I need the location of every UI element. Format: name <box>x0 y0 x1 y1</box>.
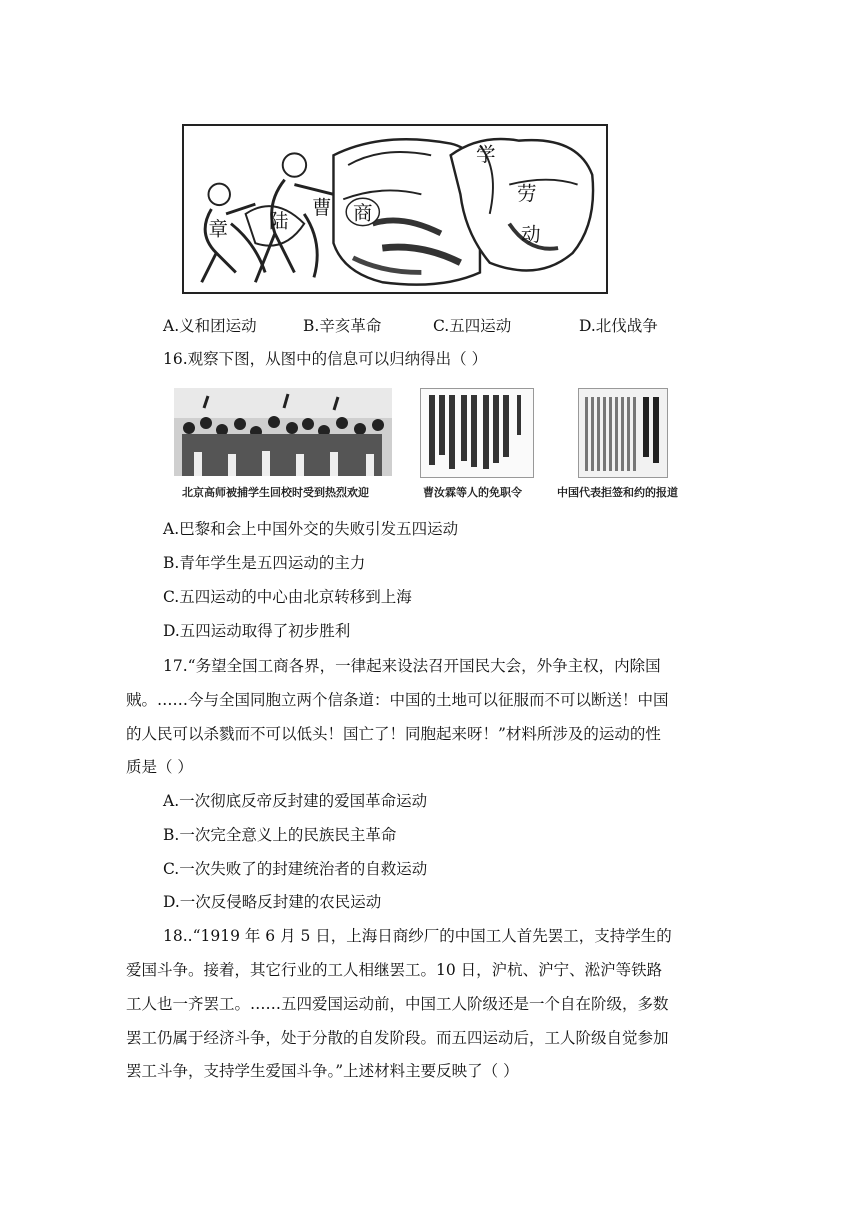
q17-line-1: 17.“务望全国工商各界，一律起来设法召开国民大会，外争主权，内除国 <box>163 657 661 675</box>
q17-line-4: 质是（ ） <box>126 758 193 776</box>
cartoon-label-lao: 劳 <box>517 182 537 206</box>
cartoon-label-dong: 动 <box>520 223 541 247</box>
cartoon-label-lu: 陆 <box>269 209 289 233</box>
q17-option-a: A.一次彻底反帝反封建的爱国革命运动 <box>163 792 428 810</box>
q18-line-5: 罢工斗争，支持学生爱国斗争。”上述材料主要反映了（ ） <box>126 1062 519 1080</box>
dismissal-order-image <box>420 388 534 478</box>
q16-option-c: C.五四运动的中心由北京转移到上海 <box>163 588 412 606</box>
cartoon-label-cao: 曹 <box>312 195 332 219</box>
q17-option-d: D.一次反侵略反封建的农民运动 <box>163 893 382 911</box>
q17-option-c: C.一次失败了的封建统治者的自救运动 <box>163 860 428 878</box>
q18-line-4: 罢工仍属于经济斗争，处于分散的自发阶段。而五四运动后，工人阶级自觉参加 <box>126 1029 669 1047</box>
caption-students-welcome: 北京高师被捕学生回校时受到热烈欢迎 <box>182 486 369 499</box>
q16-option-b: B.青年学生是五四运动的主力 <box>163 554 366 572</box>
caption-refusal-report: 中国代表拒签和约的报道 <box>557 486 678 499</box>
students-welcome-photo <box>174 388 392 476</box>
cartoon-label-xue: 学 <box>476 143 496 167</box>
q18-line-2: 爱国斗争。接着，其它行业的工人相继罢工。10 日，沪杭、沪宁、淞沪等铁路 <box>126 961 663 979</box>
q17-line-2: 贼。……今与全国同胞立两个信条道：中国的土地可以征服而不可以断送！中国 <box>126 691 669 709</box>
q15-option-b: B.辛亥革命 <box>303 317 382 335</box>
q18-line-3: 工人也一齐罢工。……五四爱国运动前，中国工人阶级还是一个自在阶级，多数 <box>126 995 669 1013</box>
q15-option-d: D.北伐战争 <box>579 317 658 335</box>
q16-stem: 16.观察下图，从图中的信息可以归纳得出（ ） <box>163 350 488 368</box>
q17-option-b: B.一次完全意义上的民族民主革命 <box>163 826 397 844</box>
q15-option-c: C.五四运动 <box>433 317 512 335</box>
q15-option-a: A.义和团运动 <box>163 317 257 335</box>
refusal-report-image <box>578 388 668 478</box>
q16-option-d: D.五四运动取得了初步胜利 <box>163 622 351 640</box>
q16-option-a: A.巴黎和会上中国外交的失败引发五四运动 <box>163 520 459 538</box>
caption-dismissal-order: 曹汝霖等人的免职令 <box>423 486 522 499</box>
cartoon-label-shang: 商 <box>353 201 373 225</box>
q17-line-3: 的人民可以杀戮而不可以低头！国亡了！同胞起来呀！”材料所涉及的运动的性 <box>126 725 661 743</box>
cartoon-label-zhang: 章 <box>208 217 229 241</box>
q18-line-1: 18..“1919 年 6 月 5 日，上海日商纱厂的中国工人首先罢工，支持学生的 <box>163 927 672 945</box>
cartoon-fist-illustration <box>182 124 608 294</box>
